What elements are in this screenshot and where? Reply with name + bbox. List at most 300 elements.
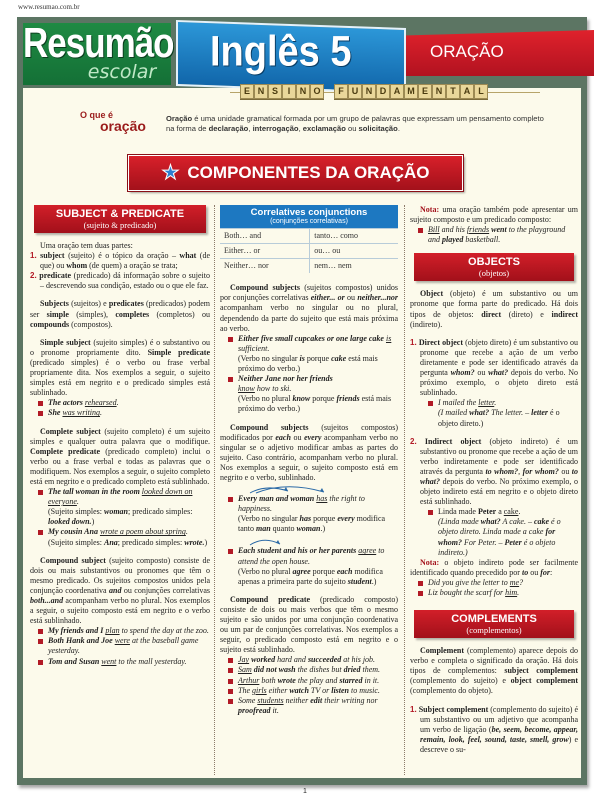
term: be, seem, become, appear, remain, look, feel, sound, taste, smell, grow xyxy=(420,724,579,744)
verb: know xyxy=(238,384,255,394)
letter-tile: E xyxy=(240,84,254,99)
term: Compound predicate xyxy=(230,594,311,604)
subject: students xyxy=(257,695,284,705)
keyword: interrogação xyxy=(252,124,299,133)
example-item xyxy=(228,494,398,534)
term: Compound subjects xyxy=(230,422,309,432)
term: every xyxy=(337,514,355,524)
text: . xyxy=(185,527,188,537)
verb: did not wash xyxy=(251,665,296,675)
example-list xyxy=(418,225,578,245)
letter-tile: N xyxy=(254,84,268,99)
text: o objeto indireto pode ser facilmente identificado quando precedido por xyxy=(410,557,578,577)
main-section-banner xyxy=(128,155,463,191)
subject: Neither Jane nor her friends xyxy=(238,374,333,384)
direct-object: cake xyxy=(503,507,519,517)
star-icon: ★ xyxy=(161,162,180,184)
verb: went xyxy=(489,225,507,235)
text: (sujeitos compostos) modificados por xyxy=(220,422,398,442)
text: ou xyxy=(290,432,305,442)
example-note xyxy=(238,394,398,414)
item-number: 1. xyxy=(410,704,417,714)
example-note xyxy=(238,514,398,534)
text: (sujeitos) e xyxy=(68,299,109,309)
text: é uma unidade gramatical formada por um grupo de palavras que expressam um pensamento completo na forma de xyxy=(166,114,544,133)
text: (Linda made xyxy=(438,517,481,527)
text: at the baseball game yesterday. xyxy=(48,636,199,656)
note-label: Nota: xyxy=(420,557,440,567)
text: (objeto direto) é um substantivo ou pronome que recebe a ação de um verbo diretamente e pode ser identificado através da pergunta xyxy=(420,337,578,378)
predicate: looked down on everyone xyxy=(48,487,193,507)
text: For Peter. – xyxy=(462,537,505,547)
keyword: exclamação xyxy=(302,124,346,133)
subject-title: Inglês 5 xyxy=(210,28,352,76)
verb: plan xyxy=(105,626,120,636)
text: at his job. xyxy=(341,655,376,665)
text: a xyxy=(496,507,504,517)
letter-tile: O xyxy=(310,84,324,99)
example-list xyxy=(418,578,578,598)
subject: Both Hank and Joe xyxy=(48,636,113,646)
verb: agree xyxy=(358,546,377,556)
term: looked down. xyxy=(48,517,92,527)
table-subtitle: (conjunções correlativas) xyxy=(270,218,348,225)
table-cell: Both… and xyxy=(220,229,310,244)
text: . xyxy=(517,588,520,597)
arrow-annotation xyxy=(228,485,398,494)
example-item xyxy=(228,676,398,686)
table-row xyxy=(220,259,398,274)
term: Simple subject xyxy=(40,337,91,347)
term: know xyxy=(292,394,311,404)
term: Complete subject xyxy=(40,426,101,436)
intro-term: Oração xyxy=(166,114,193,123)
indirect-object: Peter xyxy=(477,507,497,517)
subject: Sam xyxy=(238,665,252,675)
term: compounds xyxy=(30,319,70,329)
text: (de que) ou xyxy=(40,251,210,271)
example-item xyxy=(38,657,210,667)
verb: starred xyxy=(339,675,363,685)
predicate: wrote a poem about spring xyxy=(99,527,186,537)
example-item xyxy=(228,686,398,696)
text: to attend the open house. xyxy=(238,546,385,566)
brand-logo xyxy=(23,20,174,85)
text: (predicado simples) é o verbo ou frase verbal propriamente dita. Nos exemplos a seguir, o sujeito simples está em negrito e o predicado simples está sublinhado. xyxy=(30,357,210,398)
text: their writing nor xyxy=(322,695,378,705)
text: está mais próximo do verbo.) xyxy=(238,394,392,414)
example-item xyxy=(38,636,210,656)
table-row xyxy=(220,244,398,259)
example-item xyxy=(228,655,398,665)
text: . xyxy=(518,507,521,517)
section-title: SUBJECT & PREDICATE xyxy=(55,208,185,220)
example-item xyxy=(418,588,578,598)
text: ; predicado simples: xyxy=(128,507,193,517)
letter-tile: N xyxy=(432,84,446,99)
verb: succeeded xyxy=(307,655,342,665)
text: (compostos). xyxy=(69,319,113,329)
term: Direct object xyxy=(418,337,463,347)
paragraph xyxy=(220,283,398,333)
text: depois do verbo. No próximo exemplo, o objeto direto está sublinhado. xyxy=(420,368,578,398)
text: both xyxy=(259,675,278,685)
text: either xyxy=(266,685,290,695)
text: . xyxy=(494,398,497,408)
text: (de quem) a oração se trata; xyxy=(87,261,178,271)
text: basketball. xyxy=(463,235,501,245)
column-divider xyxy=(404,205,405,775)
paragraph xyxy=(410,289,578,329)
section-subtitle: (complementos) xyxy=(466,625,522,636)
text: Did you give the letter to xyxy=(428,577,510,587)
text: . xyxy=(397,124,400,133)
text: (sujeito composto) consiste de dois ou mais substantivos ou pronomes que têm o mesmo predicado. Os sujeitos compostos unidos pela conjunção coordenativa xyxy=(30,555,211,595)
term: to what? xyxy=(420,466,579,486)
verb: has xyxy=(316,494,328,504)
example-item xyxy=(418,578,578,588)
term: indirect xyxy=(551,309,578,319)
example-item xyxy=(228,665,398,675)
verb: were xyxy=(114,636,130,646)
term: each xyxy=(275,432,291,442)
subject: My cousin Ana xyxy=(48,527,98,537)
text: (complemento do objeto). xyxy=(410,686,493,696)
brand-sub: escolar xyxy=(87,61,157,83)
text: (completos) ou xyxy=(149,309,211,319)
term: object complement xyxy=(510,676,578,686)
section-header-objects xyxy=(414,253,574,281)
term: Compound subject xyxy=(40,555,106,565)
text: (Sujeito simples: xyxy=(48,507,104,517)
table-row xyxy=(220,229,398,244)
text: (complemento do sujeito) e xyxy=(410,676,511,686)
section-subtitle: (objetos) xyxy=(478,268,510,279)
example-item xyxy=(228,374,398,414)
verb: proofread xyxy=(238,705,271,715)
text: está mais próximo do verbo.) xyxy=(238,353,378,374)
example-item xyxy=(228,546,398,586)
subject: girls xyxy=(252,685,267,695)
example-note xyxy=(238,354,398,374)
text: (predicado completo) inclui o verbo ou a frase verbal e todas as palavras que o modifiquem. Nos exemplos a seguir, o sujeito completo está em negrito e o predicado completo está sublinhado. xyxy=(30,446,210,486)
note-paragraph xyxy=(410,558,578,578)
term: student xyxy=(347,576,372,586)
text: ) e descreve o su- xyxy=(420,734,578,754)
note-label: Nota: xyxy=(420,205,440,214)
term: Object xyxy=(420,289,444,299)
letter-tile: N xyxy=(362,84,376,99)
subject: The tall woman in the room xyxy=(48,487,140,497)
text: uma oração também pode apresentar um sujeito composto e um predicado composto: xyxy=(410,205,578,225)
text: , xyxy=(248,124,253,133)
example-item xyxy=(228,696,398,716)
text: porque xyxy=(311,514,338,524)
example-note xyxy=(238,567,398,587)
term: Indirect object xyxy=(424,436,482,446)
verb: watch xyxy=(289,685,309,695)
text: porque xyxy=(304,353,332,363)
text: A cake. – xyxy=(500,517,534,527)
term: Complete predicate xyxy=(30,446,101,456)
text: (Verbo no plural xyxy=(238,394,293,404)
letter-tile: L xyxy=(474,84,488,99)
text: ) xyxy=(204,537,208,547)
term: both...and xyxy=(30,596,64,605)
paragraph: Uma oração tem duas partes: xyxy=(40,241,133,250)
verb: edit xyxy=(310,695,323,705)
example-item xyxy=(38,408,210,418)
text: (predicados) podem ser xyxy=(30,299,210,319)
text: to spend the day at the zoo. xyxy=(119,626,209,636)
text: (simples), xyxy=(68,309,116,319)
site-url: www.resumao.com.br xyxy=(18,3,80,11)
term: Subjects xyxy=(40,299,69,309)
text: modifica apenas a primeira parte do sujeito xyxy=(238,566,383,586)
term: predicates xyxy=(108,299,144,309)
example-item xyxy=(38,626,210,636)
term: wrote. xyxy=(184,537,205,547)
paragraph xyxy=(30,299,210,329)
subject: friends xyxy=(466,225,490,235)
numbered-item xyxy=(30,251,210,271)
arrow-annotation xyxy=(228,537,398,546)
text: The letter. – xyxy=(489,408,532,418)
term: woman xyxy=(296,524,321,534)
term: Peter xyxy=(504,537,522,547)
direct-object: letter xyxy=(478,398,495,408)
letter-tile: M xyxy=(404,84,418,99)
text: (Verbo no singular xyxy=(238,514,300,524)
text: (sujeito) é o tópico da oração – xyxy=(64,251,180,261)
example-list xyxy=(228,334,398,415)
text: it. xyxy=(270,705,279,715)
text: Liz bought the scarf for xyxy=(428,588,506,597)
table-cell: Neither… nor xyxy=(220,259,310,274)
term: subject complement xyxy=(504,666,578,676)
indirect-object: him xyxy=(505,588,518,597)
tile-gap xyxy=(324,84,334,99)
text: , xyxy=(518,466,523,476)
subject: Arthur xyxy=(238,675,260,685)
example-item xyxy=(428,507,578,557)
text: ) xyxy=(91,517,95,527)
verb: played xyxy=(442,235,464,245)
text: quanto xyxy=(270,524,297,534)
section-header-subject-predicate xyxy=(34,205,206,233)
table-title: Correlatives conjunctions xyxy=(250,207,368,218)
item-number: 1. xyxy=(410,337,417,347)
item-number: 2. xyxy=(30,271,37,281)
letter-tile: E xyxy=(418,84,432,99)
example-item xyxy=(38,527,210,547)
text: é o objeto direto. Linda made a cake xyxy=(438,517,561,537)
subject: Tom and Susan xyxy=(48,656,100,666)
text: The xyxy=(238,685,252,695)
paragraph xyxy=(30,338,210,399)
text: (objeto) é um substantivo ou um pronome que forma parte do predicado. Há dois tipos de objetos: xyxy=(410,289,578,319)
text: ; predicado simples: xyxy=(117,537,185,547)
main-section-title: COMPONENTES DA ORAÇÃO xyxy=(187,163,430,182)
item-number: 2. xyxy=(410,436,417,446)
text: acompanham verbo no plural. Nos exemplos a seguir, o sujeito composto está em negrito e o verbo está sublinhado. xyxy=(30,596,210,626)
brand-main: Resumão xyxy=(23,20,174,67)
text: . xyxy=(76,497,79,507)
example-list xyxy=(228,655,398,716)
note-paragraph xyxy=(410,205,578,225)
term: cake xyxy=(331,353,347,363)
term: to whom? xyxy=(485,466,519,476)
term: each xyxy=(336,566,353,576)
subject: Jay xyxy=(238,655,250,665)
text: (indireto). xyxy=(410,319,443,329)
text: acompanham verbo no singular se o adjetivo modificar ambas as partes do sujeito. Caso contrário, acompanham verbo no plural. Nos exemplos a seguir, o sujeito composto está em negrito e o verbo, sublinhado. xyxy=(220,432,398,482)
example-item xyxy=(418,225,578,245)
term: has xyxy=(299,514,312,524)
term: friends xyxy=(336,394,360,404)
text: (Sujeito simples: xyxy=(48,537,104,547)
topic-title: ORAÇÃO xyxy=(430,42,504,61)
text: and his xyxy=(439,225,467,235)
letter-tile: A xyxy=(390,84,404,99)
term: whom xyxy=(66,261,88,271)
text: Linda made xyxy=(438,507,478,517)
letter-tile: I xyxy=(282,84,296,99)
verb: is xyxy=(385,333,392,343)
example-note xyxy=(48,538,210,548)
column-subject-predicate xyxy=(30,205,210,675)
subject: The actors xyxy=(48,398,83,408)
table-cell: nem… nem xyxy=(310,259,398,274)
verb: wrote xyxy=(277,675,296,685)
letter-tile: A xyxy=(460,84,474,99)
text: ou xyxy=(474,368,489,378)
text: porque xyxy=(310,394,337,404)
text: : xyxy=(549,567,553,577)
text: é o objeto indireto.) xyxy=(438,537,556,557)
example-item xyxy=(38,487,210,527)
text: (sujeitos compostos) unidos por conjunções correlativas xyxy=(220,283,398,303)
subject: Either five small cupcakes or one large cake xyxy=(238,333,384,343)
text: (Verbo no singular xyxy=(238,353,300,363)
page-number: 1 xyxy=(303,788,307,795)
term: what? xyxy=(469,408,490,418)
predicate: rehearsed xyxy=(84,398,117,408)
example-item xyxy=(228,334,398,374)
term: whom? xyxy=(450,368,475,378)
text: ou xyxy=(558,466,572,476)
term: man xyxy=(256,524,271,534)
text: depois do verbo. No próximo exemplo, o objeto indireto está em negrito e o objeto direto está sublinhado. xyxy=(420,476,578,507)
letter-tile: S xyxy=(268,84,282,99)
term: Ana xyxy=(104,537,118,547)
text: them. xyxy=(360,665,381,675)
example-list xyxy=(428,398,578,428)
text: to the playground and xyxy=(428,225,566,245)
subject: My friends and I xyxy=(48,626,104,636)
text: (objeto indireto) é um substantivo ou pronome que recebe a ação de um verbo indiretamente e pode ser identificado através da pergunta xyxy=(420,436,579,476)
text: the dishes but xyxy=(295,665,344,675)
text: , xyxy=(298,124,303,133)
text: ? xyxy=(519,577,524,587)
text: (Verbo no plural xyxy=(238,566,293,576)
numbered-item xyxy=(410,338,578,399)
verb: worked xyxy=(249,655,276,665)
example-note xyxy=(438,408,578,428)
curved-arrow-icon xyxy=(238,485,398,494)
column-objects-complements xyxy=(410,205,578,755)
text: neither xyxy=(283,695,311,705)
table-cell: tanto… como xyxy=(310,229,398,244)
term: either... or xyxy=(310,293,345,303)
text: how to ski. xyxy=(254,384,292,394)
term: Subject complement xyxy=(418,704,489,714)
term: letter xyxy=(531,408,549,418)
text: hard and xyxy=(275,655,308,665)
text: (complemento do sujeito) é um substantivo ou um adjetivo que acompanha um verbo de ligação ( xyxy=(420,704,578,734)
text: ou conjunções correlativas xyxy=(121,585,210,595)
text: sufficient. xyxy=(238,343,270,353)
term: subject xyxy=(40,251,65,261)
text: acompanham verbo no singular ou no plural, dependendo da parte do sujeito que está mais próxima ao verbo. xyxy=(220,303,398,333)
text: in it. xyxy=(362,675,380,685)
term: agree xyxy=(292,566,311,576)
section-header-complements xyxy=(414,610,574,638)
text: .) xyxy=(320,524,326,534)
letter-tile: N xyxy=(296,84,310,99)
letter-tile: T xyxy=(446,84,460,99)
example-list xyxy=(228,485,398,587)
letter-tile: U xyxy=(348,84,362,99)
term: for xyxy=(540,567,550,577)
intro-definition xyxy=(166,114,546,134)
term: completes xyxy=(115,309,150,319)
section-title: OBJECTS xyxy=(468,256,520,269)
example-list xyxy=(428,507,578,557)
item-number: 1. xyxy=(30,251,37,261)
example-item xyxy=(38,398,210,408)
term: Simple predicate xyxy=(147,347,211,357)
paragraph xyxy=(220,423,398,484)
text: modifica tanto xyxy=(238,514,386,534)
table-cell: ou… ou xyxy=(310,244,398,259)
text: (predicado) dá informação sobre o sujeito – descrevendo sua condição, estado ou o que ele faz. xyxy=(40,271,210,291)
subject: She xyxy=(48,408,61,418)
level-tiles xyxy=(240,84,488,99)
example-list xyxy=(38,398,210,418)
letter-tile: F xyxy=(334,84,348,99)
term: simple xyxy=(46,309,69,319)
text: ou xyxy=(345,124,359,133)
predicate: was writing xyxy=(62,408,101,418)
example-list xyxy=(38,487,210,548)
column-divider xyxy=(214,205,215,775)
term: for whom? xyxy=(438,527,556,547)
keyword: solicitação xyxy=(358,124,398,133)
intro-question-small: O que é xyxy=(80,110,114,120)
subject: Every man and woman xyxy=(238,494,315,504)
column-compound-subjects xyxy=(220,205,398,724)
term: for whom? xyxy=(522,466,559,476)
numbered-item xyxy=(410,437,578,508)
numbered-item xyxy=(30,271,210,291)
term: Compound subjects xyxy=(230,283,301,293)
example-note xyxy=(48,507,210,527)
indirect-object: me xyxy=(509,577,520,587)
curved-arrow-icon xyxy=(238,537,398,546)
text: . xyxy=(100,408,103,418)
example-list xyxy=(38,626,210,666)
